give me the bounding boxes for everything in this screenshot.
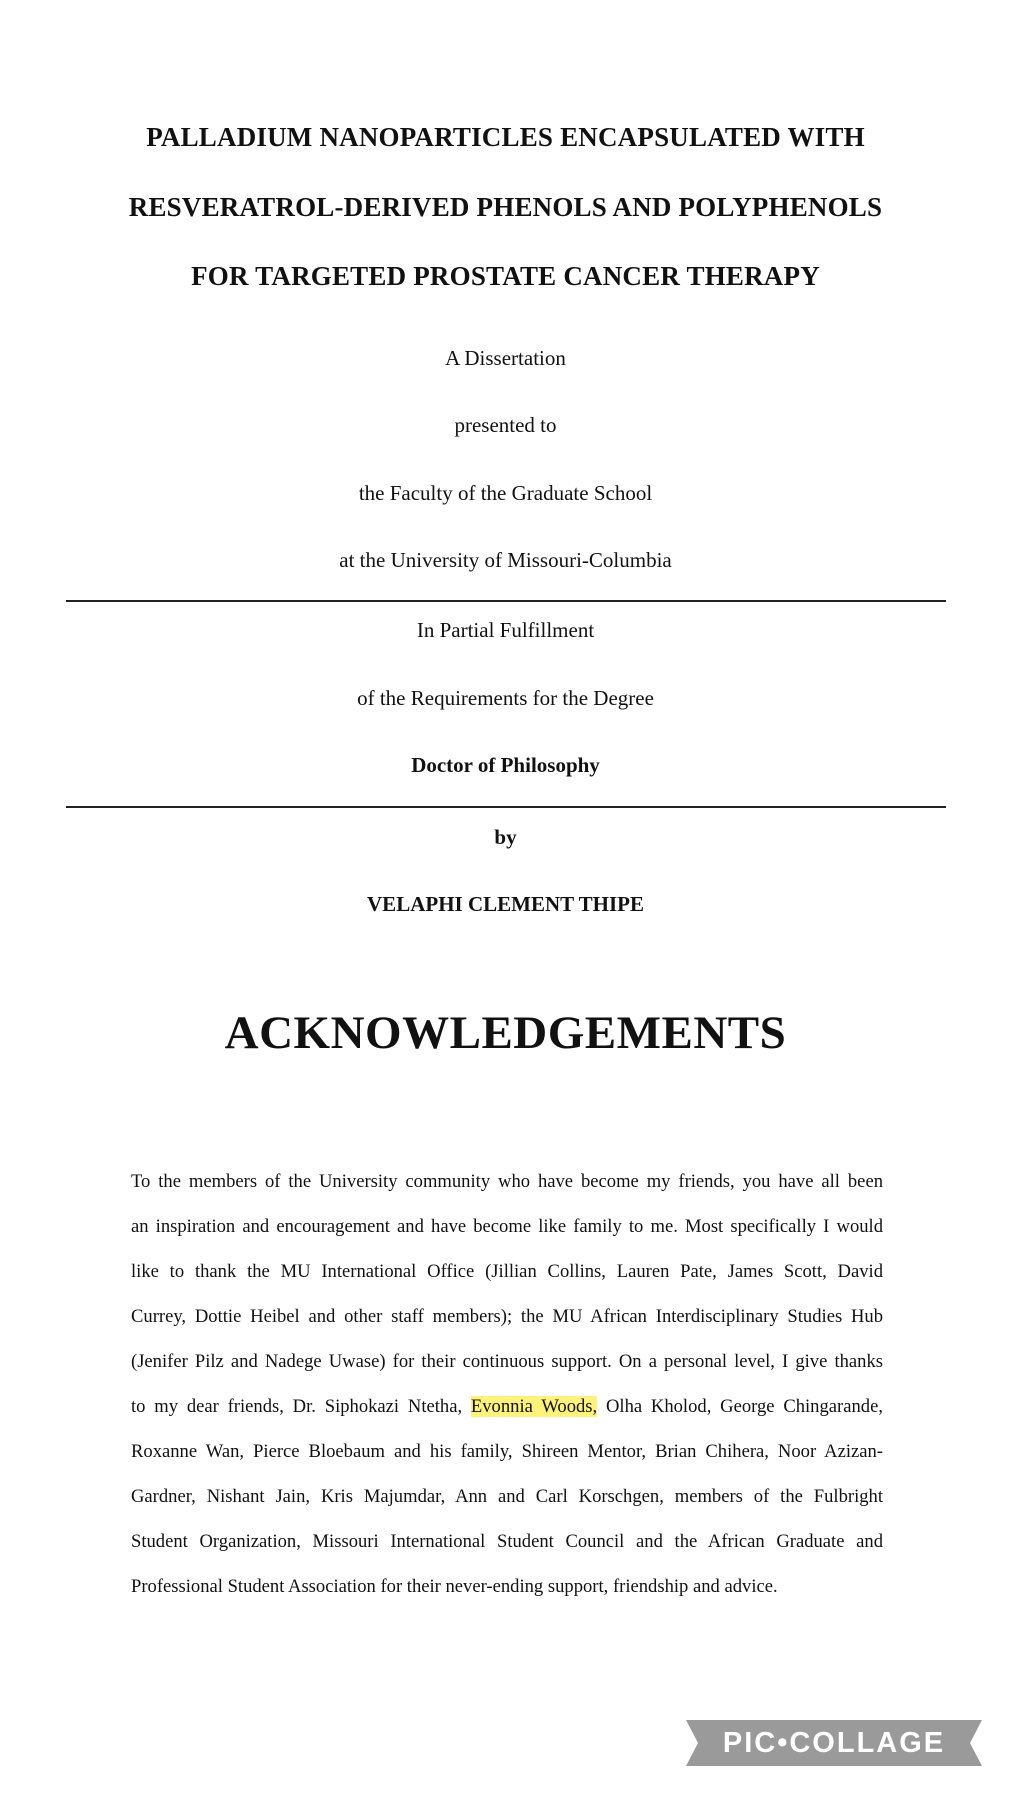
paragraph-line	[131, 1396, 883, 1418]
requirements-line: of the Requirements for the Degree	[357, 686, 654, 710]
line-text: Olha Kholod, George Chingarande,	[605, 1396, 883, 1417]
title-line-2: RESVERATROL-DERIVED PHENOLS AND POLYPHENOLS	[128, 192, 883, 222]
presented-to: presented to	[454, 413, 557, 437]
paragraph-line: Roxanne Wan, Pierce Bloebaum and his family, Shireen Mentor, Brian Chihera, Noor Azizan-	[131, 1441, 883, 1462]
title-line-3: FOR TARGETED PROSTATE CANCER THERAPY	[191, 261, 820, 291]
watermark-text: PIC•COLLAGE	[722, 1727, 946, 1759]
divider-bottom	[66, 806, 946, 808]
paragraph-line: an inspiration and encouragement and have become like family to me. Most specifically I would	[131, 1216, 883, 1237]
dissertation-label: A Dissertation	[445, 346, 566, 370]
line-text: to my dear friends, Dr. Siphokazi Ntetha,	[131, 1396, 463, 1417]
paragraph-line: Gardner, Nishant Jain, Kris Majumdar, Ann and Carl Korschgen, members of the Fulbright	[131, 1486, 883, 1507]
paragraph-line: like to thank the MU International Office (Jillian Collins, Lauren Pate, James Scott, David	[131, 1261, 883, 1282]
partial-fulfillment: In Partial Fulfillment	[416, 618, 595, 642]
title-line-1: PALLADIUM NANOPARTICLES ENCAPSULATED WITH	[146, 122, 865, 152]
divider-top	[66, 600, 946, 602]
paragraph-line: Professional Student Association for their never-ending support, friendship and advice.	[131, 1576, 778, 1597]
degree-name: Doctor of Philosophy	[411, 753, 600, 777]
highlighted-name: Evonnia Woods,	[470, 1396, 598, 1417]
by-label: by	[494, 825, 517, 849]
paragraph-line: Currey, Dottie Heibel and other staff members); the MU African Interdisciplinary Studies Hub	[131, 1306, 883, 1327]
acknowledgements-heading: ACKNOWLEDGEMENTS	[224, 1007, 787, 1059]
faculty-line: the Faculty of the Graduate School	[358, 481, 653, 505]
pic-collage-watermark	[686, 1720, 982, 1766]
paragraph-line: (Jenifer Pilz and Nadege Uwase) for their continuous support. On a personal level, I give thanks	[131, 1351, 883, 1372]
university-line: at the University of Missouri-Columbia	[339, 548, 672, 572]
paragraph-line: To the members of the University community who have become my friends, you have all been	[131, 1171, 883, 1192]
paragraph-line: Student Organization, Missouri International Student Council and the African Graduate and	[131, 1531, 883, 1552]
author-name: VELAPHI CLEMENT THIPE	[367, 892, 644, 916]
